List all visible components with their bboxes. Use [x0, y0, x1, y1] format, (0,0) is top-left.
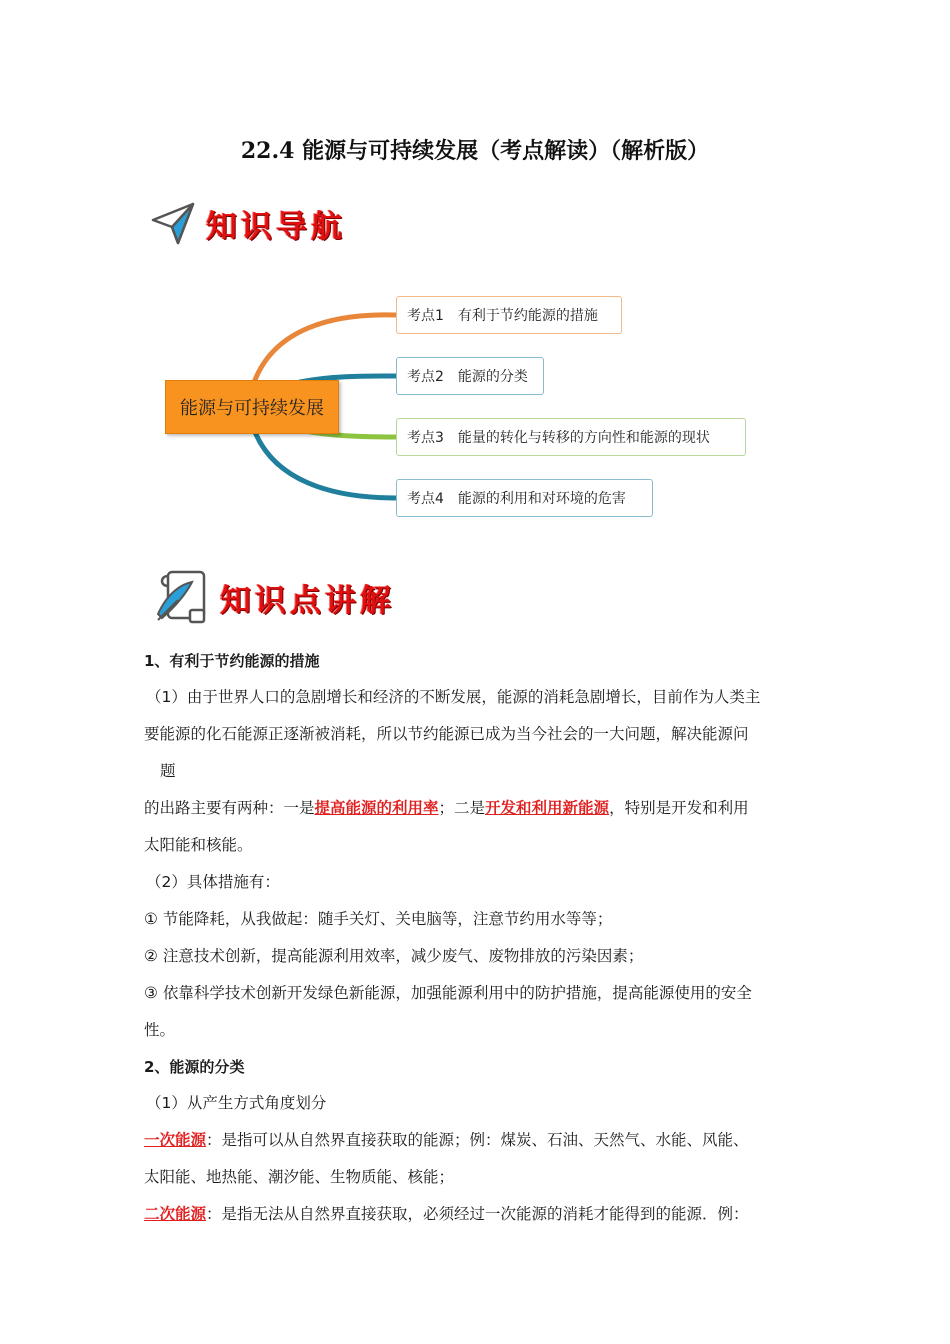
highlighted-term: 提高能源的利用率: [314, 799, 439, 817]
branch-label: 能源的分类: [457, 369, 528, 385]
section-heading: 1、有利于节约能源的措施: [144, 652, 320, 670]
mindmap-connectors: [0, 0, 950, 560]
text-segment: ，特别是开发和利用: [609, 799, 749, 817]
branch-key: 考点2: [407, 369, 444, 385]
text-segment: ：是指可以从自然界直接获取的能源；例：煤炭、石油、天然气、水能、风能、: [206, 1131, 749, 1149]
list-item: ③ 依靠科学技术创新开发绿色新能源，加强能源利用中的防护措施，提高能源使用的安全: [144, 984, 752, 1002]
document-body: [144, 643, 814, 1233]
paragraph-line: [144, 1196, 814, 1233]
knowledge-explanation-banner: [152, 566, 395, 628]
branch-key: 考点1: [407, 308, 444, 324]
highlighted-term: 二次能源: [144, 1205, 207, 1223]
mindmap-branch: [396, 357, 544, 395]
paragraph-line: [144, 1122, 814, 1159]
paragraph-line: （2）具体措施有：: [146, 873, 280, 891]
mindmap-branch: [396, 296, 622, 334]
branch-key: 考点4: [407, 491, 444, 507]
branch-key: 考点3: [407, 430, 444, 446]
paragraph-line: （1）由于世界人口的急剧增长和经济的不断发展，能源的消耗急剧增长，目前作为人类主: [146, 688, 761, 706]
mindmap-branch: [396, 479, 653, 517]
highlighted-term: 一次能源: [144, 1131, 207, 1149]
banner-text: 知识导航: [206, 208, 346, 245]
list-item: ② 注意技术创新，提高能源利用效率，减少废气、废物排放的污染因素；: [144, 947, 644, 965]
scroll-quill-icon: [152, 566, 214, 628]
mindmap-branch: [396, 418, 746, 456]
banner-text: 知识点讲解: [220, 582, 395, 619]
branch-label: 能量的转化与转移的方向性和能源的现状: [457, 430, 710, 446]
list-item: ① 节能降耗，从我做起：随手关灯、关电脑等，注意节约用水等等；: [144, 910, 613, 928]
paragraph-line: [144, 790, 814, 827]
branch-label: 能源的利用和对环境的危害: [457, 491, 626, 507]
text-segment: 的出路主要有两种：一是: [144, 799, 315, 817]
text-segment: ；二是: [438, 799, 486, 817]
paragraph-line: 要能源的化石能源正逐渐被消耗，所以节约能源已成为当今社会的一大问题，解决能源问: [144, 725, 749, 743]
paragraph-line: 题: [160, 762, 176, 780]
paragraph-line: 太阳能、地热能、潮汐能、生物质能、核能；: [144, 1168, 455, 1186]
connector-1: [255, 315, 396, 380]
connector-4: [255, 432, 396, 498]
page-title: 22.4 能源与可持续发展（考点解读）（解析版）: [240, 138, 710, 164]
section-heading: 2、能源的分类: [144, 1058, 245, 1076]
highlighted-term: 开发和利用新能源: [485, 799, 610, 817]
text-segment: ：是指无法从自然界直接获取，必须经过一次能源的消耗才能得到的能源．例：: [206, 1205, 749, 1223]
paragraph-line: 性。: [144, 1021, 176, 1039]
branch-label: 有利于节约能源的措施: [457, 308, 598, 324]
mindmap-root: 能源与可持续发展: [165, 380, 339, 434]
paragraph-line: 太阳能和核能。: [144, 836, 253, 854]
paragraph-line: （1）从产生方式角度划分: [146, 1094, 327, 1112]
